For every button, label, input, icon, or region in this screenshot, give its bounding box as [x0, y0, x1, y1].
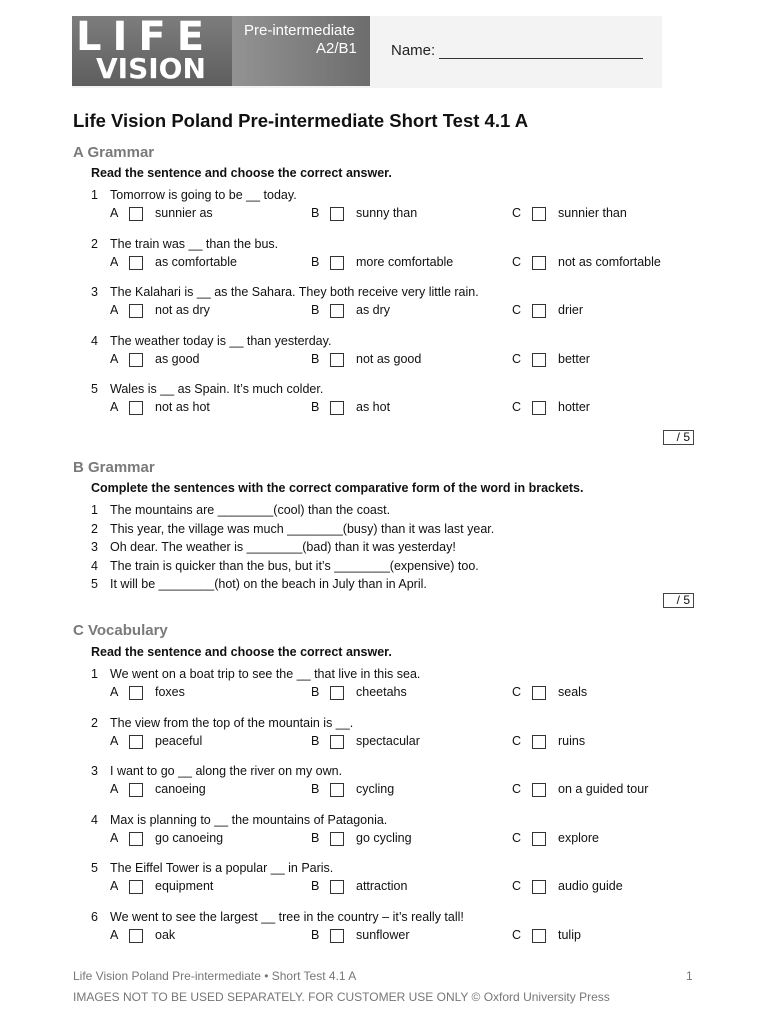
option-letter: A [110, 733, 119, 748]
question-number: 6 [91, 909, 98, 924]
option-letter: C [512, 685, 522, 699]
fill-in-sentence[interactable]: It will be ________(hot) on the beach in July than in April. [110, 577, 427, 591]
section-b-title: B Grammar [73, 459, 155, 476]
option-letter: C [512, 206, 522, 220]
section-a-instruction: Read the sentence and choose the correct answer. [91, 166, 392, 180]
option-letter: B [311, 206, 320, 220]
option-letter: B [311, 879, 320, 893]
answer-checkbox[interactable] [129, 353, 143, 367]
section-a-score-box: / 5 [663, 430, 694, 445]
option-letter: B [311, 733, 320, 748]
answer-checkbox[interactable] [532, 735, 546, 749]
option-letter: A [110, 927, 119, 942]
answer-checkbox[interactable] [330, 353, 344, 367]
option-letter: A [110, 782, 119, 796]
question-text: Wales is __ as Spain. It’s much colder. [110, 382, 324, 396]
option-label: sunflower [356, 927, 410, 942]
option-letter: B [311, 927, 320, 942]
option-label: on a guided tour [558, 782, 649, 796]
question-number: 1 [91, 188, 98, 202]
answer-checkbox[interactable] [330, 256, 344, 270]
logo-life: LIFE [76, 14, 216, 60]
option-label: hotter [558, 400, 590, 414]
option-letter: A [110, 206, 119, 220]
fill-in-sentence[interactable]: This year, the village was much ________(busy) than it was last year. [110, 521, 495, 536]
option-label: go canoeing [155, 830, 224, 845]
answer-checkbox[interactable] [129, 783, 143, 797]
option-letter: C [512, 400, 522, 414]
answer-checkbox[interactable] [330, 401, 344, 415]
fill-in-sentence[interactable]: The train is quicker than the bus, but it’s ________(expensive) too. [110, 558, 479, 573]
option-letter: A [110, 400, 119, 414]
footer-copyright: IMAGES NOT TO BE USED SEPARATELY. FOR CUSTOMER USE ONLY © Oxford University Press [73, 990, 610, 1004]
option-label: go cycling [356, 830, 412, 845]
option-label: sunnier than [558, 206, 627, 220]
answer-checkbox[interactable] [129, 401, 143, 415]
section-b-instruction: Complete the sentences with the correct comparative form of the word in brackets. [91, 481, 584, 495]
option-letter: A [110, 254, 119, 269]
fill-in-sentence[interactable]: Oh dear. The weather is ________(bad) than it was yesterday! [110, 540, 456, 554]
option-letter: C [512, 830, 522, 845]
option-label: canoeing [155, 782, 206, 796]
section-a-title: A Grammar [73, 144, 155, 161]
question-text: The train was __ than the bus. [110, 236, 279, 251]
question-number: 4 [91, 558, 98, 573]
answer-checkbox[interactable] [129, 832, 143, 846]
option-label: not as good [356, 351, 422, 366]
question-number: 5 [91, 861, 98, 875]
question-number: 5 [91, 382, 98, 396]
option-label: spectacular [356, 733, 420, 748]
page-number: 1 [686, 969, 693, 983]
option-letter: B [311, 303, 320, 317]
answer-checkbox[interactable] [532, 783, 546, 797]
option-label: tulip [558, 927, 581, 942]
answer-checkbox[interactable] [330, 207, 344, 221]
option-label: as good [155, 351, 200, 366]
option-label: explore [558, 830, 599, 845]
option-label: audio guide [558, 879, 623, 893]
option-label: not as hot [155, 400, 210, 414]
option-label: foxes [155, 685, 185, 699]
answer-checkbox[interactable] [532, 880, 546, 894]
answer-checkbox[interactable] [129, 304, 143, 318]
option-letter: C [512, 782, 522, 796]
option-letter: A [110, 830, 119, 845]
option-letter: C [512, 733, 522, 748]
question-text: The view from the top of the mountain is __. [110, 715, 354, 730]
option-label: as comfortable [155, 254, 237, 269]
section-b-score-box: / 5 [663, 593, 694, 608]
question-number: 3 [91, 540, 98, 554]
option-letter: B [311, 400, 320, 414]
answer-checkbox[interactable] [532, 353, 546, 367]
question-number: 1 [91, 667, 98, 681]
level-code: A2/B1 [316, 40, 357, 57]
answer-checkbox[interactable] [330, 832, 344, 846]
option-label: oak [155, 927, 176, 942]
question-text: We went on a boat trip to see the __ that live in this sea. [110, 667, 421, 681]
answer-checkbox[interactable] [532, 256, 546, 270]
option-letter: B [311, 782, 320, 796]
question-number: 2 [91, 715, 98, 730]
answer-checkbox[interactable] [129, 929, 143, 943]
question-number: 4 [91, 333, 98, 348]
option-label: as hot [356, 400, 391, 414]
question-text: The Eiffel Tower is a popular __ in Paris. [110, 861, 334, 875]
answer-checkbox[interactable] [330, 783, 344, 797]
answer-checkbox[interactable] [532, 929, 546, 943]
footer-title: Life Vision Poland Pre-intermediate • Short Test 4.1 A [73, 969, 357, 983]
answer-checkbox[interactable] [129, 256, 143, 270]
option-label: cheetahs [356, 685, 407, 699]
option-label: sunny than [356, 206, 418, 220]
option-letter: C [512, 303, 522, 317]
page-title: Life Vision Poland Pre-intermediate Short Test 4.1 A [73, 110, 529, 131]
option-letter: A [110, 685, 119, 699]
answer-checkbox[interactable] [532, 401, 546, 415]
question-text: We went to see the largest __ tree in the country – it’s really tall! [110, 909, 464, 924]
question-number: 3 [91, 285, 98, 299]
answer-checkbox[interactable] [532, 832, 546, 846]
question-number: 5 [91, 577, 98, 591]
option-label: sunnier as [155, 206, 213, 220]
option-letter: C [512, 351, 522, 366]
option-letter: B [311, 830, 320, 845]
option-label: cycling [356, 782, 395, 796]
option-letter: B [311, 685, 320, 699]
answer-checkbox[interactable] [129, 735, 143, 749]
fill-in-sentence[interactable]: The mountains are ________(cool) than the coast. [110, 503, 391, 517]
option-letter: C [512, 879, 522, 893]
name-field[interactable] [439, 58, 643, 59]
option-label: attraction [356, 879, 408, 893]
answer-checkbox[interactable] [330, 929, 344, 943]
question-text: The weather today is __ than yesterday. [110, 333, 332, 348]
question-text: Tomorrow is going to be __ today. [110, 188, 297, 202]
option-label: as dry [356, 303, 391, 317]
question-number: 1 [91, 503, 98, 517]
option-label: ruins [558, 733, 586, 748]
answer-checkbox[interactable] [330, 735, 344, 749]
answer-checkbox[interactable] [330, 686, 344, 700]
answer-checkbox[interactable] [330, 880, 344, 894]
option-letter: A [110, 303, 119, 317]
answer-checkbox[interactable] [129, 880, 143, 894]
option-label: drier [558, 303, 584, 317]
option-letter: B [311, 351, 320, 366]
option-label: not as dry [155, 303, 210, 317]
name-label: Name: [391, 42, 436, 59]
answer-checkbox[interactable] [129, 207, 143, 221]
option-letter: A [110, 879, 119, 893]
option-letter: B [311, 254, 320, 269]
option-letter: C [512, 927, 522, 942]
option-label: better [558, 351, 590, 366]
question-number: 3 [91, 764, 98, 778]
answer-checkbox[interactable] [532, 207, 546, 221]
question-number: 2 [91, 236, 98, 251]
section-c-instruction: Read the sentence and choose the correct answer. [91, 645, 392, 659]
answer-checkbox[interactable] [532, 304, 546, 318]
answer-checkbox[interactable] [532, 686, 546, 700]
option-label: not as comfortable [558, 254, 661, 269]
option-letter: C [512, 254, 522, 269]
option-label: seals [558, 685, 588, 699]
option-label: equipment [155, 879, 214, 893]
level-label: Pre-intermediate [244, 22, 355, 39]
question-number: 4 [91, 812, 98, 827]
question-number: 2 [91, 521, 98, 536]
option-letter: A [110, 351, 119, 366]
logo-vision: VISION [96, 52, 206, 85]
answer-checkbox[interactable] [129, 686, 143, 700]
option-label: more comfortable [356, 254, 454, 269]
question-text: I want to go __ along the river on my own. [110, 764, 343, 778]
answer-checkbox[interactable] [330, 304, 344, 318]
question-text: Max is planning to __ the mountains of Patagonia. [110, 812, 388, 827]
question-text: The Kalahari is __ as the Sahara. They both receive very little rain. [110, 285, 479, 299]
option-label: peaceful [155, 733, 203, 748]
section-c-title: C Vocabulary [73, 622, 168, 639]
